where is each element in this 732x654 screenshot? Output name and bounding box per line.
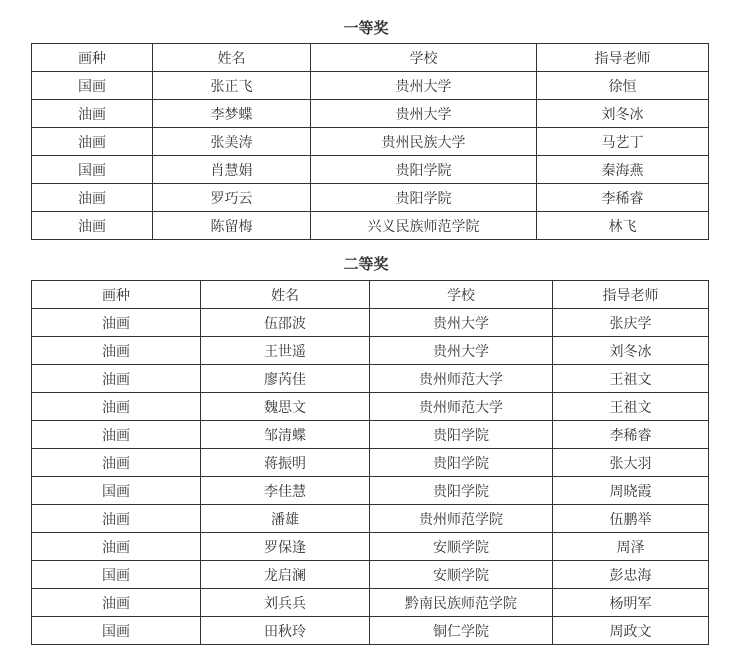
cell-name: 李梦蝶 — [153, 100, 311, 128]
table-row — [32, 505, 709, 533]
table-row — [32, 589, 709, 617]
cell-painting-type: 国画 — [32, 72, 153, 100]
cell-name: 肖慧娟 — [153, 156, 311, 184]
cell-name: 田秋玲 — [201, 617, 370, 645]
cell-school: 贵阳学院 — [311, 184, 537, 212]
cell-name: 伍邵波 — [201, 309, 370, 337]
cell-advisor: 周晓霞 — [553, 477, 709, 505]
cell-name: 王世遥 — [201, 337, 370, 365]
cell-school: 贵州大学 — [370, 309, 553, 337]
cell-advisor: 徐恒 — [537, 72, 709, 100]
cell-advisor: 林飞 — [537, 212, 709, 240]
cell-name: 廖芮佳 — [201, 365, 370, 393]
cell-advisor: 伍鹏举 — [553, 505, 709, 533]
cell-advisor: 刘冬冰 — [537, 100, 709, 128]
cell-advisor: 周泽 — [553, 533, 709, 561]
cell-advisor: 刘冬冰 — [553, 337, 709, 365]
first-prize-title: 一等奖 — [343, 19, 389, 37]
first-prize-table — [31, 43, 709, 240]
second-prize-rows — [32, 309, 709, 645]
cell-painting-type: 油画 — [32, 212, 153, 240]
table-row — [32, 617, 709, 645]
cell-advisor: 彭忠海 — [553, 561, 709, 589]
table-row — [32, 449, 709, 477]
table-row — [32, 421, 709, 449]
cell-name: 蒋振明 — [201, 449, 370, 477]
table-row — [32, 561, 709, 589]
table-row — [32, 128, 709, 156]
first-prize-section — [0, 18, 732, 235]
header-school: 学校 — [370, 281, 553, 309]
cell-advisor: 张庆学 — [553, 309, 709, 337]
cell-name: 邹清蝶 — [201, 421, 370, 449]
table-row — [32, 365, 709, 393]
cell-name: 魏思文 — [201, 393, 370, 421]
cell-painting-type: 油画 — [32, 449, 201, 477]
cell-advisor: 杨明军 — [553, 589, 709, 617]
cell-advisor: 王祖文 — [553, 393, 709, 421]
second-prize-section — [0, 254, 732, 640]
cell-name: 罗保逢 — [201, 533, 370, 561]
header-name: 姓名 — [153, 44, 311, 72]
cell-school: 铜仁学院 — [370, 617, 553, 645]
cell-name: 龙启澜 — [201, 561, 370, 589]
table-row — [32, 156, 709, 184]
table-row — [32, 337, 709, 365]
cell-painting-type: 油画 — [32, 184, 153, 212]
cell-painting-type: 油画 — [32, 393, 201, 421]
cell-school: 贵州师范大学 — [370, 393, 553, 421]
cell-name: 陈留梅 — [153, 212, 311, 240]
cell-advisor: 张大羽 — [553, 449, 709, 477]
cell-painting-type: 油画 — [32, 589, 201, 617]
cell-painting-type: 油画 — [32, 505, 201, 533]
cell-school: 贵州民族大学 — [311, 128, 537, 156]
header-painting-type: 画种 — [32, 44, 153, 72]
header-name: 姓名 — [201, 281, 370, 309]
table-row — [32, 533, 709, 561]
cell-school: 贵阳学院 — [311, 156, 537, 184]
cell-name: 李佳慧 — [201, 477, 370, 505]
cell-painting-type: 油画 — [32, 365, 201, 393]
cell-advisor: 李稀睿 — [553, 421, 709, 449]
table-row — [32, 212, 709, 240]
cell-school: 安顺学院 — [370, 561, 553, 589]
cell-school: 贵州大学 — [311, 72, 537, 100]
cell-painting-type: 油画 — [32, 337, 201, 365]
cell-advisor: 秦海燕 — [537, 156, 709, 184]
cell-painting-type: 油画 — [32, 100, 153, 128]
cell-school: 贵州大学 — [370, 337, 553, 365]
cell-painting-type: 油画 — [32, 128, 153, 156]
table-row — [32, 184, 709, 212]
cell-painting-type: 国画 — [32, 561, 201, 589]
cell-painting-type: 油画 — [32, 309, 201, 337]
cell-school: 贵州师范学院 — [370, 505, 553, 533]
cell-school: 贵阳学院 — [370, 477, 553, 505]
first-prize-rows — [32, 72, 709, 240]
table-header-row — [32, 281, 709, 309]
cell-name: 张正飞 — [153, 72, 311, 100]
cell-advisor: 王祖文 — [553, 365, 709, 393]
cell-name: 张美涛 — [153, 128, 311, 156]
cell-name: 潘雄 — [201, 505, 370, 533]
cell-school: 贵阳学院 — [370, 421, 553, 449]
second-prize-title: 二等奖 — [343, 255, 389, 273]
cell-name: 刘兵兵 — [201, 589, 370, 617]
table-row — [32, 477, 709, 505]
header-painting-type: 画种 — [32, 281, 201, 309]
cell-advisor: 李稀睿 — [537, 184, 709, 212]
cell-school: 贵阳学院 — [370, 449, 553, 477]
cell-painting-type: 国画 — [32, 156, 153, 184]
cell-school: 贵州大学 — [311, 100, 537, 128]
cell-school: 贵州师范大学 — [370, 365, 553, 393]
cell-advisor: 马艺丁 — [537, 128, 709, 156]
table-row — [32, 100, 709, 128]
cell-painting-type: 国画 — [32, 617, 201, 645]
table-row — [32, 309, 709, 337]
cell-school: 黔南民族师范学院 — [370, 589, 553, 617]
header-advisor: 指导老师 — [537, 44, 709, 72]
second-prize-table — [31, 280, 709, 645]
table-row — [32, 72, 709, 100]
header-advisor: 指导老师 — [553, 281, 709, 309]
table-header-row — [32, 44, 709, 72]
cell-name: 罗巧云 — [153, 184, 311, 212]
cell-painting-type: 油画 — [32, 533, 201, 561]
cell-painting-type: 油画 — [32, 421, 201, 449]
cell-school: 安顺学院 — [370, 533, 553, 561]
cell-painting-type: 国画 — [32, 477, 201, 505]
table-row — [32, 393, 709, 421]
cell-advisor: 周政文 — [553, 617, 709, 645]
header-school: 学校 — [311, 44, 537, 72]
cell-school: 兴义民族师范学院 — [311, 212, 537, 240]
